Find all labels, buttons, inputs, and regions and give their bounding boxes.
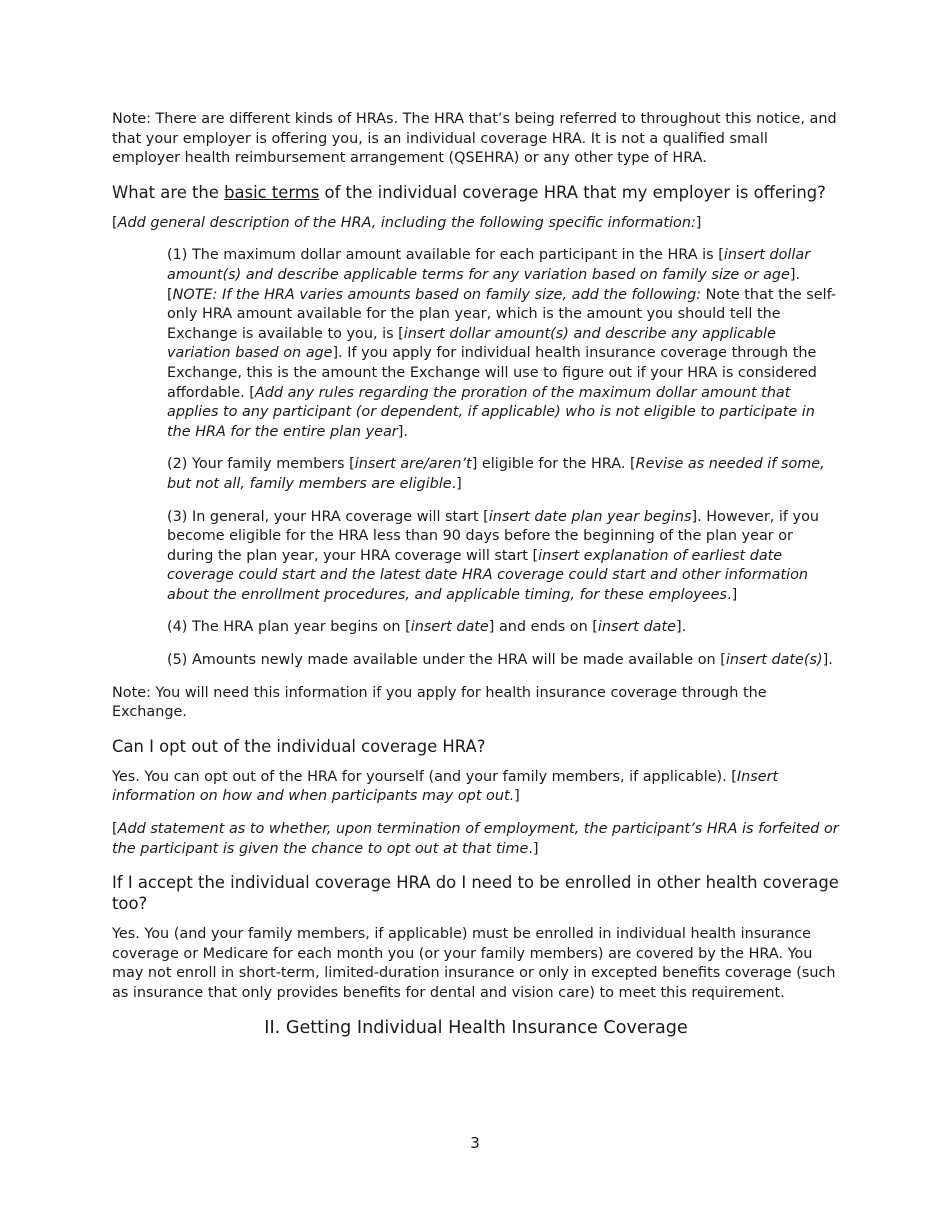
opt-out-answer	[112, 768, 840, 807]
item-text: ].	[397, 423, 408, 440]
item-text: Note that the self-only HRA amount available for the plan year, which is the amount you should tell the Exchange is available to you, is [	[167, 286, 837, 342]
item-text: ] eligible for the HRA. [	[471, 456, 636, 473]
item-text: ]. However, if you become eligible for the HRA less than 90 days before the beginning of the plan year or during the plan year, your HRA coverage will start [	[167, 508, 819, 564]
bracket: [	[112, 821, 118, 838]
item-text: ] and ends on [	[488, 619, 598, 636]
note-text: There are different kinds of HRAs. The HRA that’s being referred to throughout this notice, and that your employer is offering you, is an individual coverage HRA. It is not a qualified small employer health reimbursement arrangement (QSEHRA) or any other type of HRA.	[112, 111, 837, 167]
item-text: (2) Your family members [	[167, 456, 355, 473]
note-paragraph	[112, 110, 840, 169]
item-2-family-members	[167, 455, 841, 494]
other-coverage-answer: Yes. You (and your family members, if applicable) must be enrolled in individual health insurance coverage or Medicare for each month you (or your family members) are covered by the HRA. You may not enroll in short-term, limited-duration insurance or only in excepted benefits coverage (such as insurance that only provides benefits for dental and vision care) to meet this requirement.	[112, 926, 836, 1001]
item-text: (4) The HRA plan year begins on [	[167, 619, 411, 636]
item-text: ]. If you apply for individual health insurance coverage through the Exchange, this is the amount the Exchange will use to figure out if your HRA is considered affordable. [	[167, 345, 817, 401]
page-number: 3	[470, 1134, 480, 1152]
placeholder-text: insert date plan year begins	[488, 508, 692, 525]
bracket: [	[112, 214, 118, 231]
item-1-max-amount	[167, 246, 841, 442]
placeholder-text: insert date	[410, 619, 489, 636]
placeholder-text: insert date(s)	[725, 652, 823, 669]
item-text: ].	[822, 652, 833, 669]
placeholder-text: NOTE: If the HRA varies amounts based on family size, add the following:	[172, 286, 702, 303]
placeholder-text: insert dollar amount(s) and describe any applicable variation based on age	[167, 325, 776, 362]
placeholder-text: insert dollar amount(s) and describe applicable terms for any variation based on family size or age	[167, 247, 811, 283]
instruction-text: Add general description of the HRA, including the following specific information:	[117, 214, 696, 231]
note-label: Note:	[112, 684, 151, 701]
item-3-coverage-start	[167, 508, 841, 606]
question-opt-out: Can I opt out of the individual coverage HRA?	[112, 736, 486, 756]
placeholder-text: insert date	[597, 619, 676, 636]
item-text: ].	[675, 619, 687, 636]
note-label: Note:	[112, 111, 151, 127]
item-text: (1) The maximum dollar amount available for each participant in the HRA is [	[167, 247, 724, 264]
bracket: .]	[528, 840, 539, 857]
item-text: ]. [	[167, 266, 801, 303]
question-basic-terms	[112, 182, 840, 203]
question-text: of the individual coverage HRA that my employer is offering?	[319, 182, 826, 202]
answer-text: Yes. You can opt out of the HRA for yourself (and your family members, if applicable). [	[112, 768, 737, 785]
item-5-amounts-available	[167, 651, 841, 671]
note-exchange	[112, 684, 840, 723]
document-page	[112, 110, 840, 1039]
question-other-coverage: If I accept the individual coverage HRA do I need to be enrolled in other health coverage too?	[112, 873, 839, 914]
item-text: (5) Amounts newly made available under the HRA will be made available on [	[167, 652, 726, 669]
placeholder-text: insert explanation of earliest date coverage could start and the latest date HRA coverage could start and other information about the enrollment procedures, and applicable timing, for these employees	[167, 547, 809, 603]
placeholder-text: Insert information on how and when participants may opt out.	[112, 768, 779, 805]
termination-statement	[112, 820, 840, 859]
question-text: What are the	[112, 182, 225, 202]
item-text: (3) In general, your HRA coverage will start [	[167, 508, 489, 525]
section-heading: II. Getting Individual Health Insurance Coverage	[264, 1017, 688, 1038]
add-general-description	[112, 214, 840, 234]
item-4-plan-year	[167, 618, 841, 638]
basic-terms-link[interactable]: basic terms	[224, 182, 320, 202]
placeholder-text: Add statement as to whether, upon termination of employment, the participant’s HRA is forfeited or the participant is given the chance to opt out at that time	[112, 821, 839, 857]
placeholder-text: Add any rules regarding the proration of the maximum dollar amount that applies to any participant (or dependent, if applicable) who is not eligible to participate in the HRA for the entire plan year	[167, 384, 815, 440]
answer-text: ]	[514, 788, 520, 805]
item-text: .]	[727, 586, 738, 603]
placeholder-text: Revise as needed if some, but not all, family members are eligible	[167, 456, 825, 492]
note-text: You will need this information if you apply for health insurance coverage through the Exchange.	[112, 684, 767, 721]
item-text: .]	[451, 475, 462, 492]
bracket: ]	[695, 214, 702, 231]
placeholder-text: insert are/aren’t	[354, 456, 472, 473]
